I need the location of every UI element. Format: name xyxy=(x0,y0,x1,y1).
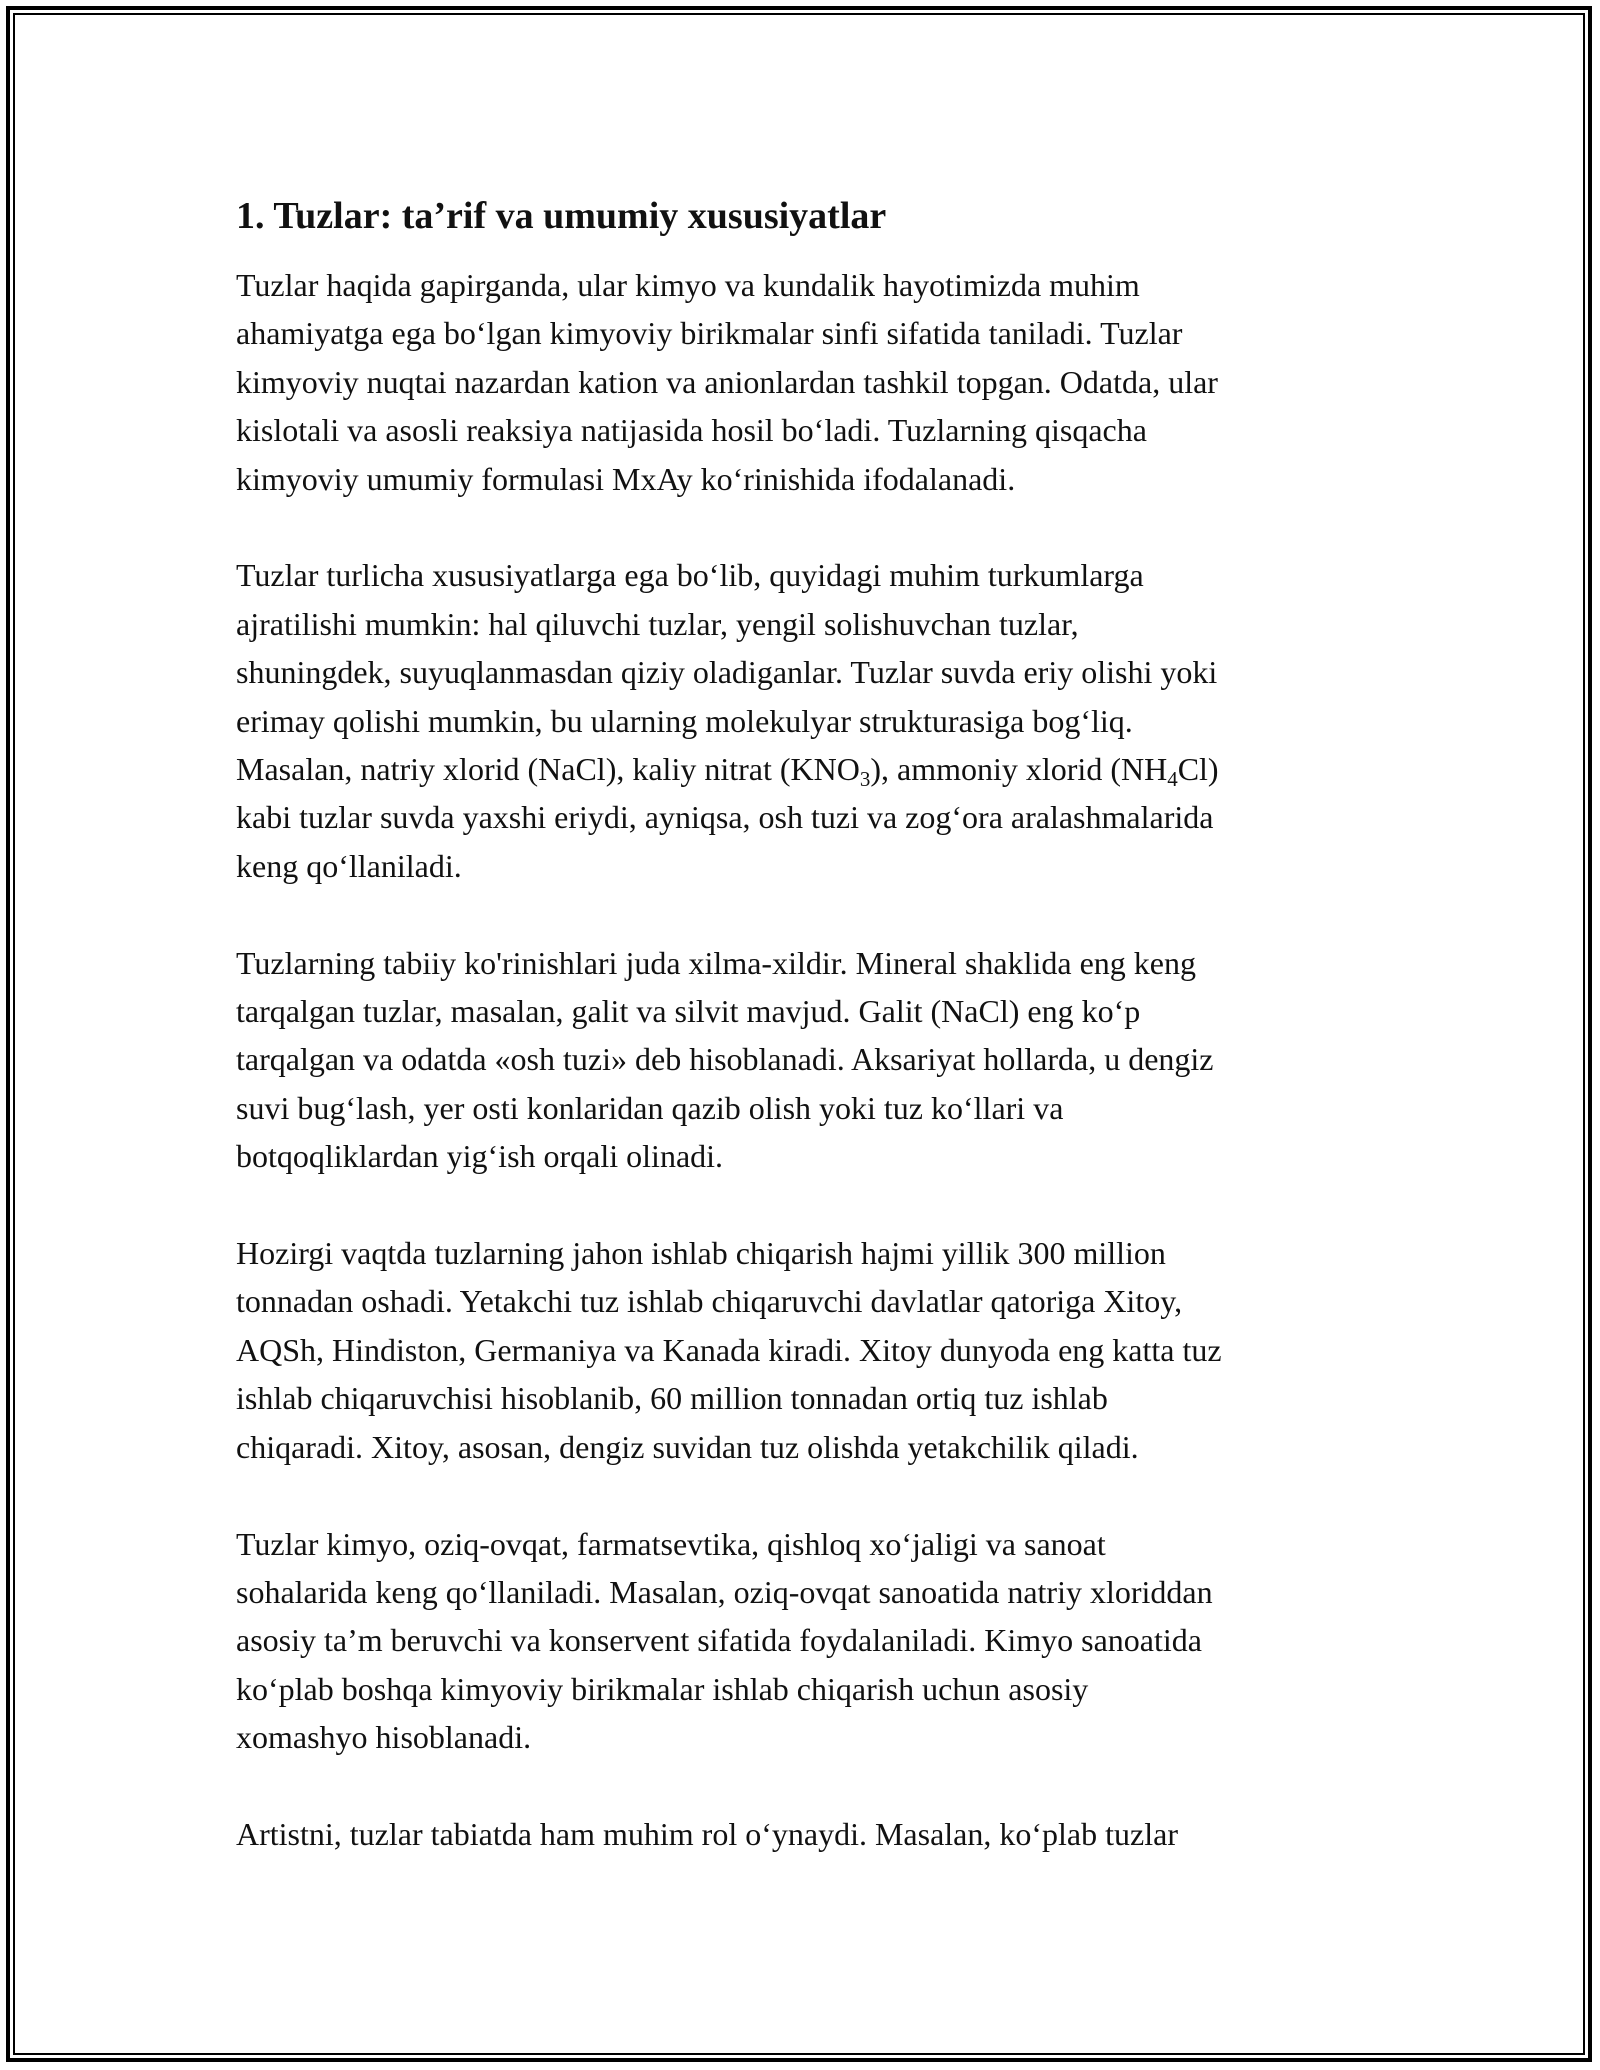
paragraph-properties xyxy=(236,551,1376,890)
paragraph-natural-forms: Tuzlarning tabiiy ko'rinishlari juda xilma-xildir. Mineral shaklida eng keng tarqalgan tuzlar, masalan, galit va silvit mavjud. Galit (NaCl) eng ko‘p tarqalgan va odatda «osh tuzi» deb hisoblanadi. Aksariyat hollarda, u dengiz suvi bug‘lash, yer osti konlaridan qazib olish yoki tuz ko‘llari va botqoqliklardan yig‘ish orqali olinadi. xyxy=(236,944,1214,1175)
subscript-4: 4 xyxy=(1167,767,1178,792)
section-heading: 1. Tuzlar: ta’rif va umumiy xususiyatlar xyxy=(236,195,887,237)
paragraph-properties-text-1: Tuzlar turlicha xususiyatlarga ega bo‘lib, quyidagi muhim turkumlarga ajratilishi mumkin: hal qiluvchi tuzlar, yengil solishuvchan tuzlar, shuningdek, suyuqlanmasdan qiziy oladiganlar. Tuzlar suvda eriy olishi yoki erimay qolishi mumkin, bu ularning molekulyar strukturasiga bog‘liq. Masalan, natriy xlorid (NaCl), kaliy nitrat (KNO xyxy=(236,557,1218,788)
paragraph-definition: Tuzlar haqida gapirganda, ular kimyo va kundalik hayotimizda muhim ahamiyatga ega bo‘lgan kimyoviy birikmalar sinfi sifatida taniladi. Tuzlar kimyoviy nuqtai nazardan kation va anionlardan tashkil topgan. Odatda, ular kislotali va asosli reaksiya natijasida hosil bo‘ladi. Tuzlarning qisqacha kimyoviy umumiy formulasi MxAy ko‘rinishida ifodalanadi. xyxy=(236,267,1218,497)
document-body xyxy=(236,182,1376,1907)
subscript-3: 3 xyxy=(859,767,871,792)
paragraph-applications: Tuzlar kimyo, oziq-ovqat, farmatsevtika, qishloq xo‘jaligi va sanoat sohalarida keng qo‘llaniladi. Masalan, oziq-ovqat sanoatida natriy xloriddan asosiy ta’m beruvchi va konservent sifatida foydalaniladi. Kimyo sanoatida ko‘plab boshqa kimyoviy birikmalar ishlab chiqarish uchun asosiy xomashyo hisoblanadi. xyxy=(236,1525,1213,1756)
paragraph-production: Hozirgi vaqtda tuzlarning jahon ishlab chiqarish hajmi yillik 300 million tonnadan oshadi. Yetakchi tuz ishlab chiqaruvchi davlatlar qatoriga Xitoy, AQSh, Hindiston, Germaniya va Kanada kiradi. Xitoy dunyoda eng katta tuz ishlab chiqaruvchisi hisoblanib, 60 million tonnadan ortiq tuz ishlab chiqaradi. Xitoy, asosan, dengiz suvidan tuz olishda yetakchilik qiladi. xyxy=(236,1235,1222,1465)
paragraph-properties-text-3: Cl) kabi tuzlar suvda yaxshi eriydi, ayniqsa, osh tuzi va zog‘ora aralashmalarida keng qo‘llaniladi. xyxy=(236,751,1219,884)
paragraph-properties-text-2: ), ammoniy xlorid (NH xyxy=(870,751,1168,788)
paragraph-nature-role: Artistni, tuzlar tabiatda ham muhim rol o‘ynaydi. Masalan, ko‘plab tuzlar xyxy=(236,1815,1178,1852)
